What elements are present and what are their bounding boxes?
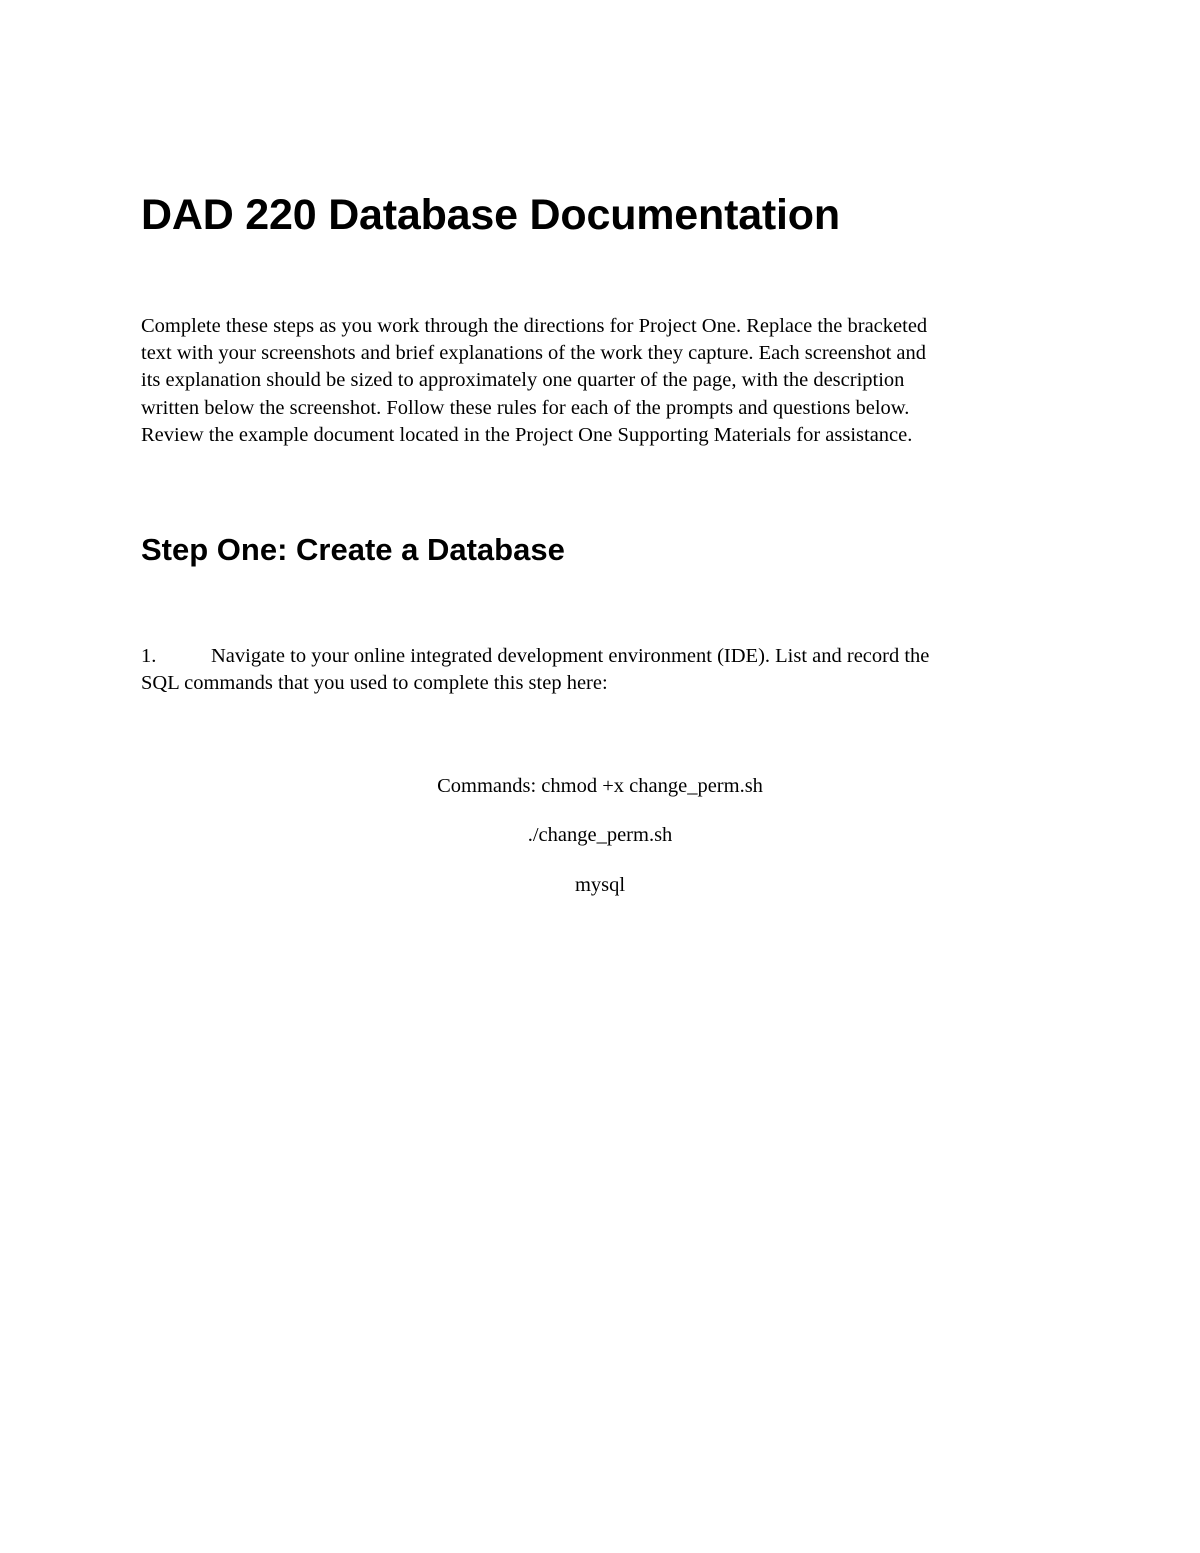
document-title: DAD 220 Database Documentation (141, 191, 840, 239)
step-number: 1. (141, 645, 157, 667)
step-text-line-1: Navigate to your online integrated development environment (IDE). List and record the (211, 645, 930, 667)
intro-line: Complete these steps as you work through the directions for Project One. Replace the bracketed (141, 315, 928, 337)
command-line-chmod: Commands: chmod +x change_perm.sh (437, 775, 763, 797)
command-line-change-perm: ./change_perm.sh (527, 824, 673, 846)
intro-paragraph (141, 313, 1061, 449)
step-text-line-2: SQL commands that you used to complete this step here: (141, 672, 608, 695)
command-line-mysql: mysql (574, 874, 626, 896)
intro-line: Review the example document located in the Project One Supporting Materials for assistance. (141, 423, 913, 446)
step-item-line-1 (141, 643, 1061, 670)
intro-line: written below the screenshot. Follow these rules for each of the prompts and questions below. (141, 396, 910, 419)
intro-line: its explanation should be sized to approximately one quarter of the page, with the description (141, 369, 905, 392)
section-heading-step-one: Step One: Create a Database (141, 532, 565, 567)
step-item-1 (141, 643, 1061, 697)
intro-line: text with your screenshots and brief explanations of the work they capture. Each screenshot and (141, 342, 927, 365)
